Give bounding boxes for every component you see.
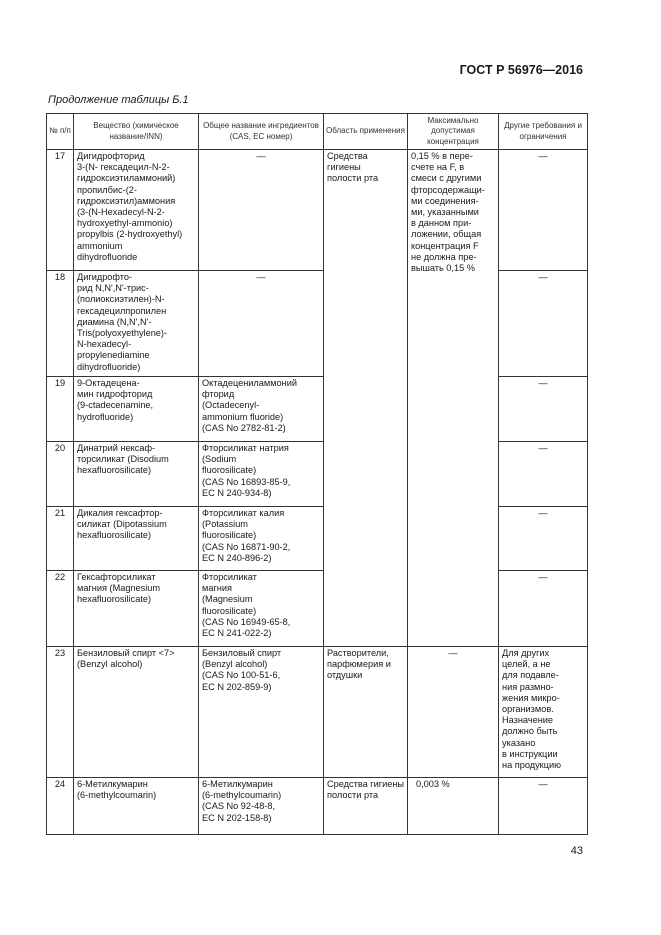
header-substance: Вещество (химическое название/INN) <box>74 114 199 150</box>
header-other-requirements: Другие требования и ограничения <box>499 114 588 150</box>
common-name-cell: — <box>199 150 324 271</box>
row-number: 20 <box>47 442 74 507</box>
common-name-cell: Бензиловый спирт (Benzyl alcohol) (CAS No 100-51-6, EC N 202-859-9) <box>199 647 324 778</box>
table-row <box>47 647 588 778</box>
standard-number: ГОСТ Р 56976—2016 <box>459 63 583 77</box>
table-header-row <box>47 114 588 150</box>
row-number: 22 <box>47 571 74 647</box>
header-number: № п/п <box>47 114 74 150</box>
other-requirements-cell: Для других целей, а не для подавле- ния размно- жения микро- организмов. Назначение должно быть указано в инструкции на продукцию <box>499 647 588 778</box>
application-area-cell: Средства гигиены полости рта <box>324 778 408 835</box>
application-area-cell: Средства гигиены полости рта <box>324 150 408 647</box>
table-row <box>47 271 588 377</box>
substance-cell: Динатрий нексаф- торсиликат (Disodium hexafluorosilicate) <box>74 442 199 507</box>
substance-cell: Дигидрофторид 3-(N- гексадецил-N-2- гидроксиэтиламмоний) пропилбис-(2- гидроксиэтил)аммония (3-(N-Hexadecyl-N-2- hydroxyethyl-ammonio) propylbis (2-hydroxyethyl) ammonium dihydrofluoride <box>74 150 199 271</box>
common-name-cell: Фторсиликат натрия (Sodium fluorosilicate) (CAS No 16893-85-9, EC N 240-934-8) <box>199 442 324 507</box>
common-name-cell: Фторсиликат калия (Potassium fluorosilicate) (CAS No 16871-90-2, EC N 240-896-2) <box>199 507 324 571</box>
other-requirements-cell: — <box>499 377 588 442</box>
common-name-cell: Октадецениламмоний фторид (Octadecenyl- ammonium fluoride) (CAS No 2782-81-2) <box>199 377 324 442</box>
common-name-cell: Фторсиликат магния (Magnesium fluorosilicate) (CAS No 16949-65-8, EC N 241-022-2) <box>199 571 324 647</box>
row-number: 19 <box>47 377 74 442</box>
max-concentration-cell: — <box>408 647 499 778</box>
header-common-name: Общее название ингредиентов (CAS, EC номер) <box>199 114 324 150</box>
table-row <box>47 778 588 835</box>
row-number: 24 <box>47 778 74 835</box>
table-row <box>47 571 588 647</box>
other-requirements-cell: — <box>499 150 588 271</box>
substance-cell: Гексафторсиликат магния (Magnesium hexafluorosilicate) <box>74 571 199 647</box>
common-name-cell: 6-Метилкумарин (6-methylcoumarin) (CAS No 92-48-8, EC N 202-158-8) <box>199 778 324 835</box>
substance-cell: Дигидрофто- рид N,N',N'-трис- (полиоксиэтилен)-N- гексадецилпропилен диамина (N,N',N'- Tris(polyoxyethylene)- N-hexadecyl- propylenediamine dihydrofluoride) <box>74 271 199 377</box>
other-requirements-cell: — <box>499 442 588 507</box>
max-concentration-cell: 0,003 % <box>408 778 499 835</box>
application-area-cell: Растворители, парфюмерия и отдушки <box>324 647 408 778</box>
other-requirements-cell: — <box>499 778 588 835</box>
other-requirements-cell: — <box>499 507 588 571</box>
table-row <box>47 377 588 442</box>
table-row <box>47 150 588 271</box>
row-number: 23 <box>47 647 74 778</box>
substance-cell: Дикалия гексафтор- силикат (Dipotassium hexafluorosilicate) <box>74 507 199 571</box>
header-application-area: Область применения <box>324 114 408 150</box>
other-requirements-cell: — <box>499 571 588 647</box>
row-number: 21 <box>47 507 74 571</box>
table-row <box>47 507 588 571</box>
header-max-concentration: Максимально допустимая концентрация <box>408 114 499 150</box>
page-number: 43 <box>570 845 583 857</box>
substance-cell: Бензиловый спирт <7> (Benzyl alcohol) <box>74 647 199 778</box>
table-row <box>47 442 588 507</box>
common-name-cell: — <box>199 271 324 377</box>
substances-table <box>46 113 588 835</box>
row-number: 18 <box>47 271 74 377</box>
table-caption: Продолжение таблицы Б.1 <box>48 94 189 106</box>
substance-cell: 9-Октадецена- мин гидрофторид (9-ctadecenamine, hydrofluoride) <box>74 377 199 442</box>
substance-cell: 6-Метилкумарин (6-methylcoumarin) <box>74 778 199 835</box>
row-number: 17 <box>47 150 74 271</box>
other-requirements-cell: — <box>499 271 588 377</box>
max-concentration-cell: 0,15 % в пере- счете на F, в смеси с другими фторсодержащи- ми соединения- ми, указанными в данном при- ложении, общая концентрация F не должна пре- вышать 0,15 % <box>408 150 499 647</box>
